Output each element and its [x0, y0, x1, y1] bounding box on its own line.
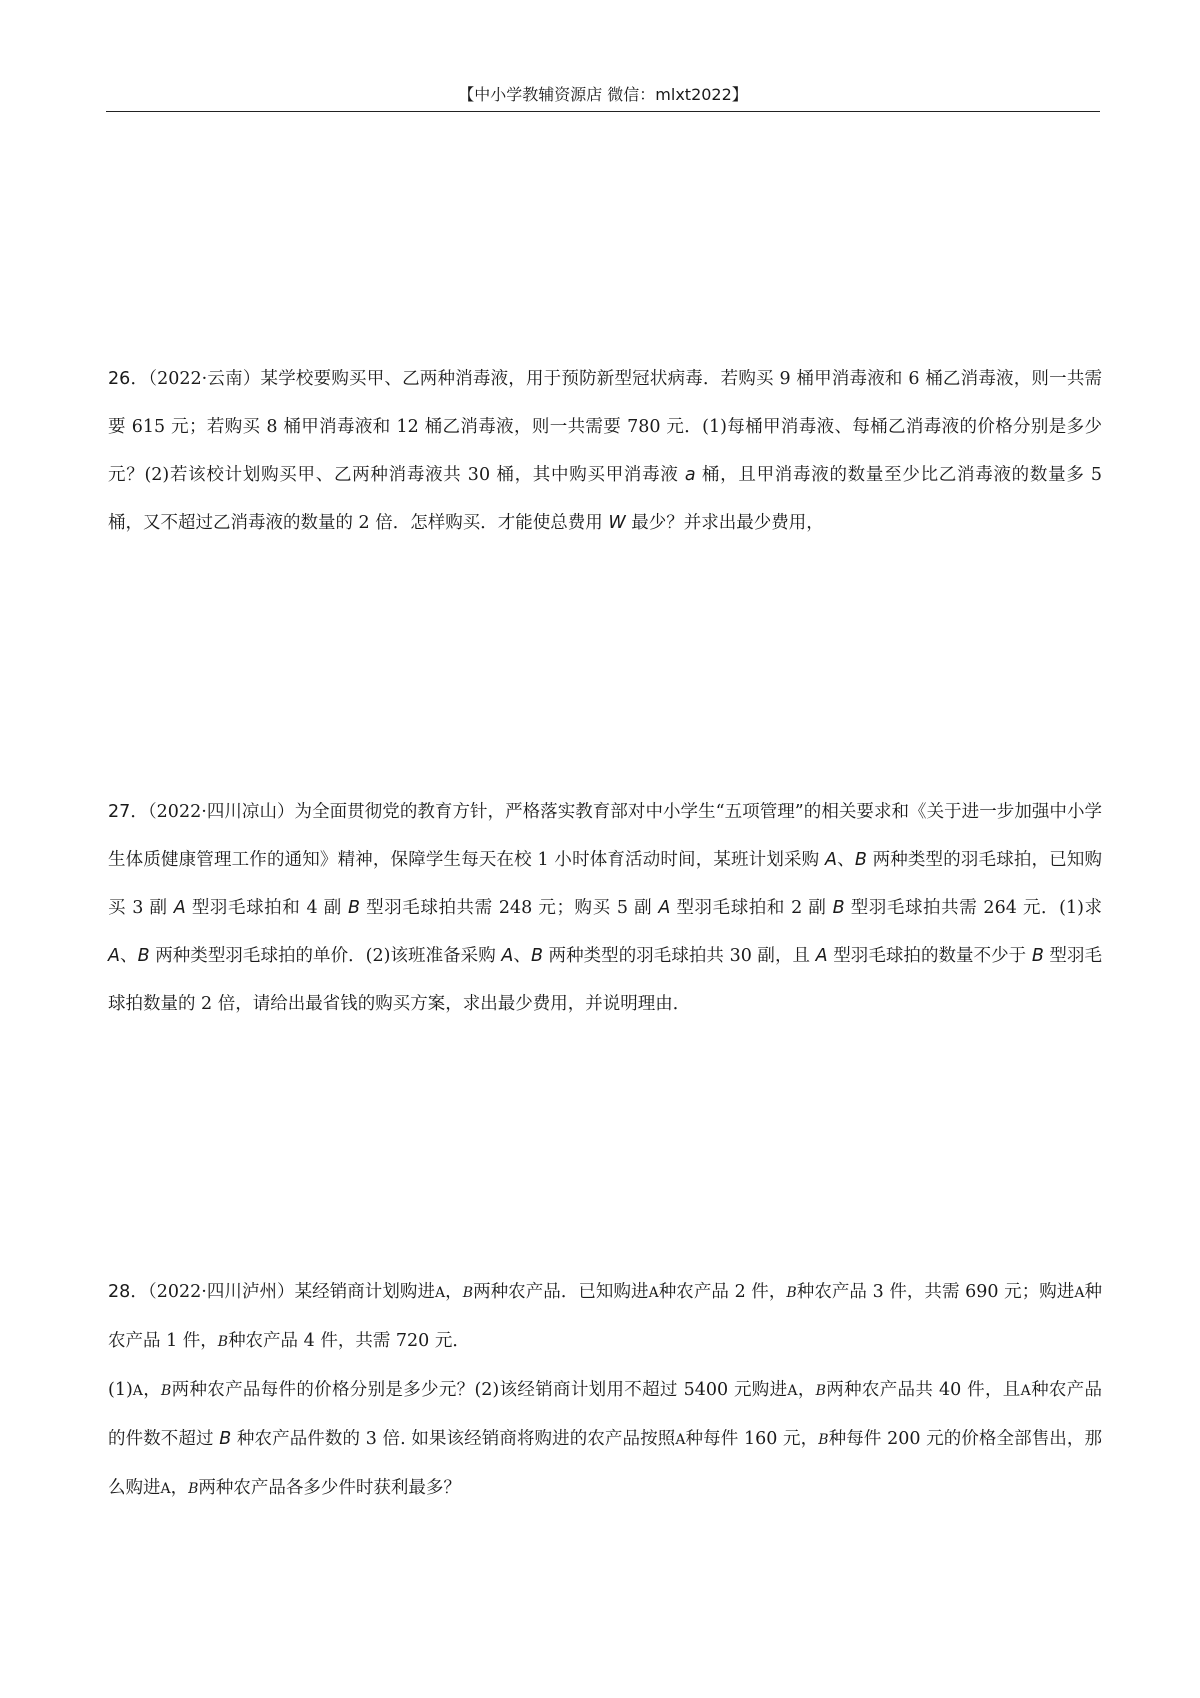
text-segment: 型羽毛球拍和 4 副 — [185, 898, 348, 918]
problem-number: 26 — [108, 369, 131, 389]
problem-28-text — [108, 1268, 1102, 1366]
text-segment: ， — [142, 1380, 162, 1400]
text-segment: 两种农产品各多少件时获利最多？ — [198, 1478, 461, 1498]
math-variable: W — [608, 513, 626, 533]
math-variable: A — [675, 1432, 686, 1448]
math-variable: A — [132, 1383, 143, 1399]
math-variable: B — [815, 1383, 826, 1399]
text-segment: 两种农产品共 40 件，且 — [825, 1380, 1021, 1400]
math-variable: B — [347, 898, 360, 918]
text-segment: ， — [170, 1478, 189, 1498]
text-segment: 型羽毛球拍共需 264 元．(1)求 — [844, 898, 1102, 918]
math-variable: A — [787, 1383, 798, 1399]
math-variable: B — [854, 850, 867, 870]
math-variable: A — [658, 898, 671, 918]
text-segment: 、 — [119, 946, 138, 966]
problem-number-dot: ． — [130, 1282, 148, 1302]
text-segment: 最少？并求出最少费用， — [625, 513, 824, 533]
problem-26-text — [108, 355, 1102, 547]
text-segment: 种农产品的件数不超过 — [108, 1380, 1102, 1449]
problem-source: （2022·云南） — [148, 369, 261, 389]
math-variable: a — [684, 465, 696, 485]
text-segment: 两种类型的羽毛球拍共 30 副，且 — [542, 946, 816, 966]
text-segment: 两种农产品．已知购进 — [473, 1282, 649, 1302]
problem-source: （2022·四川泸州） — [147, 1282, 295, 1302]
math-variable: B — [137, 946, 150, 966]
text-segment: 型羽毛球拍共需 248 元；购买 5 副 — [359, 898, 659, 918]
math-variable: B — [161, 1383, 172, 1399]
text-segment: 型羽毛球拍数量的 2 倍，请给出最省钱的购买方案，求出最少费用，并说明理由． — [108, 946, 1103, 1014]
text-segment: 型羽毛球拍和 2 副 — [670, 898, 833, 918]
problem-28 — [108, 1268, 1102, 1513]
problem-source: （2022·四川凉山） — [147, 802, 295, 822]
text-segment: 某学校要购买甲、乙两种消毒液，用于预防新型冠状病毒．若购买 9 桶甲消毒液和 6 桶乙消毒液，则一共需要 615 元；若购买 8 桶甲消毒液和 12 桶乙消毒液，则一共需要 780 元．(1)每桶甲消毒液、每桶乙消毒液的价格分别是多少元？(2)若该校计划购买甲、乙两种消毒液共 30 桶，其中购买甲消毒液 — [108, 369, 1103, 485]
math-variable: B — [818, 1432, 829, 1448]
problem-number-dot: ． — [130, 802, 148, 822]
math-variable: B — [462, 1285, 474, 1301]
problem-27-text — [108, 788, 1102, 1028]
problem-number-dot: ． — [130, 369, 149, 389]
text-segment: 型羽毛球拍的数量不少于 — [827, 946, 1032, 966]
problem-number: 27 — [108, 802, 131, 822]
text-segment: 、 — [513, 946, 531, 966]
text-segment: 种农产品 4 件，共需 720 元． — [228, 1331, 470, 1351]
math-variable: A — [108, 946, 120, 966]
text-segment: 为全面贯彻党的教育方针，严格落实教育部对中小学生“五项管理”的相关要求和《关于进一步加强中小学生体质健康管理工作的通知》精神，保障学生每天在校 1 小时体育活动时间，某班计划采购 — [108, 802, 1103, 870]
text-segment: (1) — [108, 1380, 133, 1400]
text-segment: 种农产品 2 件， — [658, 1282, 787, 1302]
math-variable: A — [160, 1481, 171, 1497]
text-segment: 种农产品 1 件， — [108, 1282, 1103, 1351]
problem-number: 28 — [108, 1282, 131, 1302]
text-segment: 某经销商计划购进 — [294, 1282, 435, 1302]
math-variable: B — [786, 1285, 797, 1301]
math-variable: A — [1074, 1285, 1085, 1301]
math-variable: B — [217, 1334, 229, 1350]
math-variable: A — [1020, 1383, 1031, 1399]
math-variable: B — [1031, 946, 1044, 966]
math-variable: A — [815, 946, 828, 966]
text-segment: 、 — [837, 850, 855, 870]
problem-28-questions — [108, 1366, 1102, 1513]
text-segment: 种每件 200 元的价格全部售出，那么购进 — [108, 1429, 1103, 1498]
problem-27 — [108, 788, 1102, 1028]
text-segment: 种农产品 3 件，共需 690 元；购进 — [796, 1282, 1075, 1302]
math-variable: B — [188, 1481, 199, 1497]
math-variable: B — [219, 1429, 232, 1449]
math-variable: A — [173, 898, 186, 918]
math-variable: B — [832, 898, 845, 918]
math-variable: B — [530, 946, 543, 966]
header-divider — [106, 111, 1100, 112]
text-segment: 种每件 160 元， — [685, 1429, 819, 1449]
math-variable: A — [435, 1285, 446, 1301]
page-header: 【中小学教辅资源店 微信：mlxt2022】 — [458, 85, 748, 104]
text-segment: ， — [445, 1282, 463, 1302]
text-segment: 两种类型的羽毛球拍，已知购买 3 副 — [108, 850, 1102, 918]
math-variable: A — [648, 1285, 659, 1301]
math-variable: A — [501, 946, 514, 966]
text-segment: 种农产品件数的 3 倍. 如果该经销商将购进的农产品按照 — [231, 1429, 676, 1449]
math-variable: A — [825, 850, 838, 870]
text-segment: 两种农产品每件的价格分别是多少元？(2)该经销商计划用不超过 5400 元购进 — [171, 1380, 788, 1400]
text-segment: 两种类型羽毛球拍的单价．(2)该班准备采购 — [149, 946, 502, 966]
text-segment: 桶，且甲消毒液的数量至少比乙消毒液的数量多 5 桶，又不超过乙消毒液的数量的 2 倍．怎样购买．才能使总费用 — [108, 465, 1102, 533]
problem-26 — [108, 355, 1102, 547]
text-segment: ， — [797, 1380, 816, 1400]
